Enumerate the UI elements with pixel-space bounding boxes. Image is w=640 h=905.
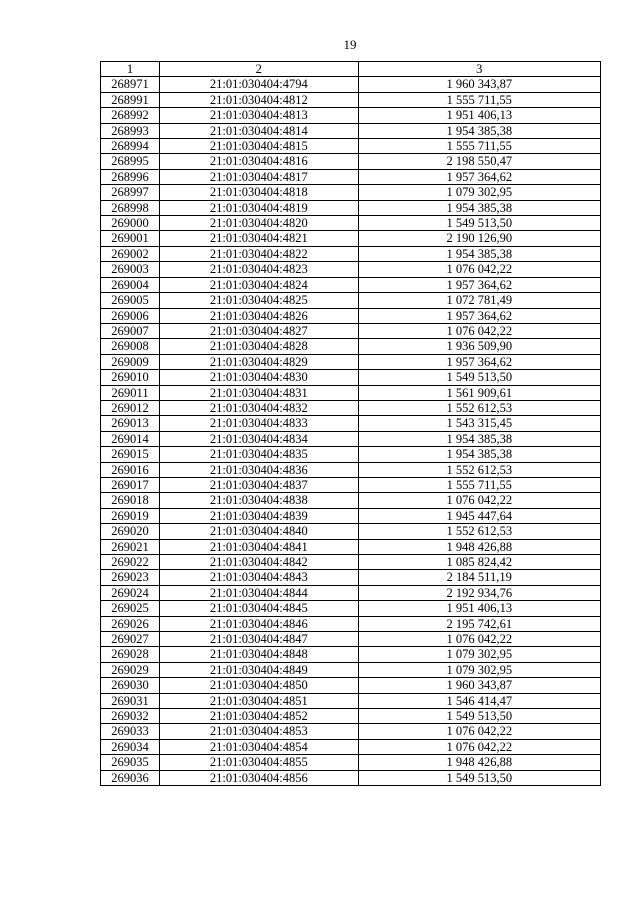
table-row: [101, 123, 601, 138]
cadastral-number-cell: 21:01:030404:4841: [160, 539, 358, 554]
cadastral-number-cell: 21:01:030404:4812: [160, 92, 358, 107]
value-cell: 1 954 385,38: [358, 123, 601, 138]
cadastral-number-cell: 21:01:030404:4821: [160, 231, 358, 246]
table-row: [101, 216, 601, 231]
value-cell: 1 549 513,50: [358, 216, 601, 231]
value-cell: 2 190 126,90: [358, 231, 601, 246]
value-cell: 1 076 042,22: [358, 632, 601, 647]
table-row: [101, 739, 601, 754]
value-cell: 1 936 509,90: [358, 339, 601, 354]
value-cell: 1 555 711,55: [358, 477, 601, 492]
value-cell: 1 954 385,38: [358, 447, 601, 462]
cadastral-number-cell: 21:01:030404:4831: [160, 385, 358, 400]
cadastral-number-cell: 21:01:030404:4832: [160, 400, 358, 415]
cadastral-number-cell: 21:01:030404:4817: [160, 169, 358, 184]
row-number-cell: 269002: [101, 246, 160, 261]
table-row: [101, 400, 601, 415]
row-number-cell: 269005: [101, 293, 160, 308]
row-number-cell: 269011: [101, 385, 160, 400]
cadastral-number-cell: 21:01:030404:4819: [160, 200, 358, 215]
row-number-cell: 269013: [101, 416, 160, 431]
cadastral-number-cell: 21:01:030404:4839: [160, 508, 358, 523]
value-cell: 2 184 511,19: [358, 570, 601, 585]
data-table: [100, 61, 601, 786]
value-cell: 1 546 414,47: [358, 693, 601, 708]
cadastral-number-cell: 21:01:030404:4850: [160, 678, 358, 693]
cadastral-number-cell: 21:01:030404:4822: [160, 246, 358, 261]
row-number-cell: 269010: [101, 370, 160, 385]
value-cell: 1 076 042,22: [358, 739, 601, 754]
value-cell: 1 951 406,13: [358, 108, 601, 123]
table-row: [101, 246, 601, 261]
table-row: [101, 308, 601, 323]
row-number-cell: 268996: [101, 169, 160, 184]
row-number-cell: 269031: [101, 693, 160, 708]
value-cell: 1 957 364,62: [358, 354, 601, 369]
row-number-cell: 268993: [101, 123, 160, 138]
value-cell: 1 957 364,62: [358, 308, 601, 323]
table-row: [101, 370, 601, 385]
cadastral-number-cell: 21:01:030404:4825: [160, 293, 358, 308]
table-row: [101, 601, 601, 616]
row-number-cell: 269028: [101, 647, 160, 662]
value-cell: 1 079 302,95: [358, 647, 601, 662]
cadastral-number-cell: 21:01:030404:4828: [160, 339, 358, 354]
row-number-cell: 269022: [101, 555, 160, 570]
value-cell: 1 960 343,87: [358, 77, 601, 92]
table-row: [101, 200, 601, 215]
value-cell: 1 079 302,95: [358, 662, 601, 677]
row-number-cell: 269036: [101, 770, 160, 785]
row-number-cell: 268995: [101, 154, 160, 169]
table-row: [101, 339, 601, 354]
cadastral-number-cell: 21:01:030404:4818: [160, 185, 358, 200]
cadastral-number-cell: 21:01:030404:4856: [160, 770, 358, 785]
value-cell: 1 552 612,53: [358, 524, 601, 539]
value-cell: 1 948 426,88: [358, 755, 601, 770]
row-number-cell: 269006: [101, 308, 160, 323]
cadastral-number-cell: 21:01:030404:4834: [160, 431, 358, 446]
cadastral-number-cell: 21:01:030404:4837: [160, 477, 358, 492]
cadastral-number-cell: 21:01:030404:4833: [160, 416, 358, 431]
table-row: [101, 169, 601, 184]
value-cell: 1 960 343,87: [358, 678, 601, 693]
cadastral-number-cell: 21:01:030404:4846: [160, 616, 358, 631]
row-number-cell: 269033: [101, 724, 160, 739]
row-number-cell: 268991: [101, 92, 160, 107]
cadastral-number-cell: 21:01:030404:4794: [160, 77, 358, 92]
cadastral-number-cell: 21:01:030404:4816: [160, 154, 358, 169]
row-number-cell: 269027: [101, 632, 160, 647]
value-cell: 1 079 302,95: [358, 185, 601, 200]
row-number-cell: 269003: [101, 262, 160, 277]
row-number-cell: 269017: [101, 477, 160, 492]
cadastral-number-cell: 21:01:030404:4851: [160, 693, 358, 708]
table-row: [101, 524, 601, 539]
row-number-cell: 269001: [101, 231, 160, 246]
value-cell: 1 948 426,88: [358, 539, 601, 554]
table-row: [101, 385, 601, 400]
value-cell: 1 085 824,42: [358, 555, 601, 570]
table-row: [101, 92, 601, 107]
cadastral-number-cell: 21:01:030404:4814: [160, 123, 358, 138]
value-cell: 1 561 909,61: [358, 385, 601, 400]
cadastral-number-cell: 21:01:030404:4827: [160, 323, 358, 338]
table-row: [101, 709, 601, 724]
cadastral-number-cell: 21:01:030404:4842: [160, 555, 358, 570]
cadastral-number-cell: 21:01:030404:4855: [160, 755, 358, 770]
row-number-cell: 269000: [101, 216, 160, 231]
cadastral-number-cell: 21:01:030404:4853: [160, 724, 358, 739]
cadastral-number-cell: 21:01:030404:4854: [160, 739, 358, 754]
table-row: [101, 277, 601, 292]
row-number-cell: 269025: [101, 601, 160, 616]
row-number-cell: 269034: [101, 739, 160, 754]
table-row: [101, 354, 601, 369]
table-row: [101, 262, 601, 277]
value-cell: 1 072 781,49: [358, 293, 601, 308]
cadastral-number-cell: 21:01:030404:4843: [160, 570, 358, 585]
cadastral-number-cell: 21:01:030404:4815: [160, 139, 358, 154]
value-cell: 1 549 513,50: [358, 770, 601, 785]
row-number-cell: 269012: [101, 400, 160, 415]
table-row: [101, 231, 601, 246]
value-cell: 2 192 934,76: [358, 585, 601, 600]
value-cell: 1 552 612,53: [358, 400, 601, 415]
row-number-cell: 269016: [101, 462, 160, 477]
cadastral-number-cell: 21:01:030404:4830: [160, 370, 358, 385]
table-row: [101, 77, 601, 92]
cadastral-number-cell: 21:01:030404:4844: [160, 585, 358, 600]
cadastral-number-cell: 21:01:030404:4820: [160, 216, 358, 231]
cadastral-number-cell: 21:01:030404:4823: [160, 262, 358, 277]
value-cell: 1 076 042,22: [358, 323, 601, 338]
row-number-cell: 268992: [101, 108, 160, 123]
cadastral-number-cell: 21:01:030404:4813: [160, 108, 358, 123]
table-body: [101, 77, 601, 786]
value-cell: 1 957 364,62: [358, 277, 601, 292]
row-number-cell: 268971: [101, 77, 160, 92]
row-number-cell: 269032: [101, 709, 160, 724]
table-row: [101, 431, 601, 446]
table-row: [101, 647, 601, 662]
row-number-cell: 268997: [101, 185, 160, 200]
row-number-cell: 269018: [101, 493, 160, 508]
table-row: [101, 508, 601, 523]
value-cell: 1 555 711,55: [358, 92, 601, 107]
value-cell: 1 549 513,50: [358, 709, 601, 724]
table-row: [101, 539, 601, 554]
table-row: [101, 693, 601, 708]
table-row: [101, 770, 601, 785]
value-cell: 1 076 042,22: [358, 262, 601, 277]
table-row: [101, 462, 601, 477]
row-number-cell: 269019: [101, 508, 160, 523]
row-number-cell: 268998: [101, 200, 160, 215]
table-row: [101, 678, 601, 693]
cadastral-number-cell: 21:01:030404:4840: [160, 524, 358, 539]
row-number-cell: 269035: [101, 755, 160, 770]
row-number-cell: 269008: [101, 339, 160, 354]
value-cell: 1 552 612,53: [358, 462, 601, 477]
row-number-cell: 269024: [101, 585, 160, 600]
value-cell: 1 951 406,13: [358, 601, 601, 616]
table-row: [101, 323, 601, 338]
table-row: [101, 154, 601, 169]
cadastral-number-cell: 21:01:030404:4847: [160, 632, 358, 647]
table-row: [101, 616, 601, 631]
table-row: [101, 493, 601, 508]
table-row: [101, 293, 601, 308]
table-row: [101, 755, 601, 770]
value-cell: 1 954 385,38: [358, 431, 601, 446]
table-row: [101, 632, 601, 647]
table-row: [101, 416, 601, 431]
value-cell: 1 957 364,62: [358, 169, 601, 184]
cadastral-number-cell: 21:01:030404:4826: [160, 308, 358, 323]
cadastral-number-cell: 21:01:030404:4835: [160, 447, 358, 462]
cadastral-number-cell: 21:01:030404:4845: [160, 601, 358, 616]
row-number-cell: 269014: [101, 431, 160, 446]
value-cell: 1 543 315,45: [358, 416, 601, 431]
table-row: [101, 108, 601, 123]
table-row: [101, 585, 601, 600]
value-cell: 1 076 042,22: [358, 724, 601, 739]
row-number-cell: 269009: [101, 354, 160, 369]
row-number-cell: 269021: [101, 539, 160, 554]
column-header-1: 1: [101, 62, 160, 77]
value-cell: 1 555 711,55: [358, 139, 601, 154]
cadastral-number-cell: 21:01:030404:4852: [160, 709, 358, 724]
cadastral-number-cell: 21:01:030404:4836: [160, 462, 358, 477]
table-row: [101, 555, 601, 570]
table-row: [101, 447, 601, 462]
cadastral-number-cell: 21:01:030404:4829: [160, 354, 358, 369]
value-cell: 2 195 742,61: [358, 616, 601, 631]
cadastral-number-cell: 21:01:030404:4824: [160, 277, 358, 292]
table-row: [101, 570, 601, 585]
cadastral-number-cell: 21:01:030404:4838: [160, 493, 358, 508]
row-number-cell: 268994: [101, 139, 160, 154]
column-header-3: 3: [358, 62, 601, 77]
value-cell: 1 076 042,22: [358, 493, 601, 508]
cadastral-number-cell: 21:01:030404:4849: [160, 662, 358, 677]
page-number: 19: [343, 37, 357, 52]
row-number-cell: 269026: [101, 616, 160, 631]
value-cell: 1 549 513,50: [358, 370, 601, 385]
table-row: [101, 139, 601, 154]
table-header-row: [101, 62, 601, 77]
row-number-cell: 269029: [101, 662, 160, 677]
value-cell: 2 198 550,47: [358, 154, 601, 169]
row-number-cell: 269023: [101, 570, 160, 585]
row-number-cell: 269020: [101, 524, 160, 539]
table-row: [101, 662, 601, 677]
table-row: [101, 724, 601, 739]
row-number-cell: 269007: [101, 323, 160, 338]
cadastral-number-cell: 21:01:030404:4848: [160, 647, 358, 662]
row-number-cell: 269030: [101, 678, 160, 693]
value-cell: 1 954 385,38: [358, 200, 601, 215]
value-cell: 1 954 385,38: [358, 246, 601, 261]
table-row: [101, 185, 601, 200]
table-row: [101, 477, 601, 492]
row-number-cell: 269015: [101, 447, 160, 462]
row-number-cell: 269004: [101, 277, 160, 292]
value-cell: 1 945 447,64: [358, 508, 601, 523]
column-header-2: 2: [160, 62, 358, 77]
